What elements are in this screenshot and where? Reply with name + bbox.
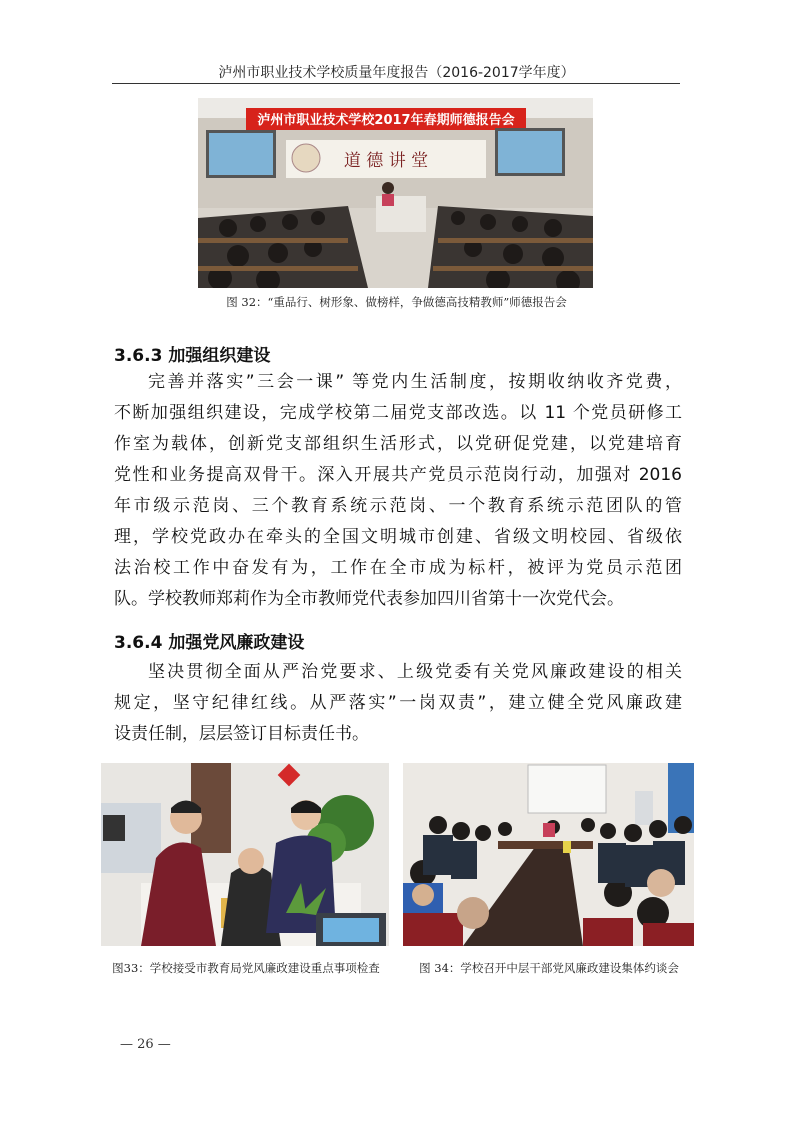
text-line: 理，学校党政办在牵头的全国文明城市创建、省级文明校园、省级依 xyxy=(114,527,682,547)
photo-inspection xyxy=(101,763,389,946)
page-number: — 26 — xyxy=(120,1037,171,1052)
section-title-integrity: 3.6.4 加强党风廉政建设 xyxy=(114,633,305,653)
text-line: 法治校工作中奋发有为，工作在全市成为标杆，被评为党员示范团 xyxy=(114,558,682,578)
figure-caption-32: 图 32：“重品行、树形象、做榜样，争做德高技精教师”师德报告会 xyxy=(226,295,567,309)
screen-text: 道 德 讲 堂 xyxy=(343,151,429,171)
text-line: 完善并落实”三会一课” 等党内生活制度，按期收纳收齐党费， xyxy=(148,372,682,392)
page-header: 泸州市职业技术学校质量年度报告（2016-2017学年度） xyxy=(218,65,575,81)
figure-caption-33: 图33：学校接受市教育局党风廉政建设重点事项检查 xyxy=(112,961,380,975)
paragraph-integrity xyxy=(114,657,682,750)
text-line: 作室为载体，创新党支部组织生活形式，以党研促党建，以党建培育 xyxy=(114,434,682,454)
header-divider xyxy=(112,83,680,84)
text-line: 年市级示范岗、三个教育系统示范岗、一个教育系统示范团队的管 xyxy=(114,496,682,516)
paragraph-organization xyxy=(114,367,682,615)
banner-text: 泸州市职业技术学校2017年春期师德报告会 xyxy=(257,113,515,128)
text-line: 设责任制，层层签订目标责任书。 xyxy=(114,724,369,744)
figure-caption-34: 图 34：学校召开中层干部党风廉政建设集体约谈会 xyxy=(419,961,679,975)
text-line: 党性和业务提高双骨干。深入开展共产党员示范岗行动，加强对 2016 xyxy=(114,465,682,485)
text-line: 不断加强组织建设，完成学校第二届党支部改选。以 11 个党员研修工 xyxy=(114,403,682,423)
text-line: 规定，坚守纪律红线。从严落实”一岗双责”，建立健全党风廉政建 xyxy=(114,693,682,713)
photo-meeting xyxy=(403,763,694,946)
photo-ethics-report-meeting xyxy=(198,98,593,288)
text-line: 坚决贯彻全面从严治党要求、上级党委有关党风廉政建设的相关 xyxy=(148,662,682,682)
text-line: 队。学校教师郑莉作为全市教师党代表参加四川省第十一次党代会。 xyxy=(114,589,624,609)
section-title-organization: 3.6.3 加强组织建设 xyxy=(114,346,271,366)
